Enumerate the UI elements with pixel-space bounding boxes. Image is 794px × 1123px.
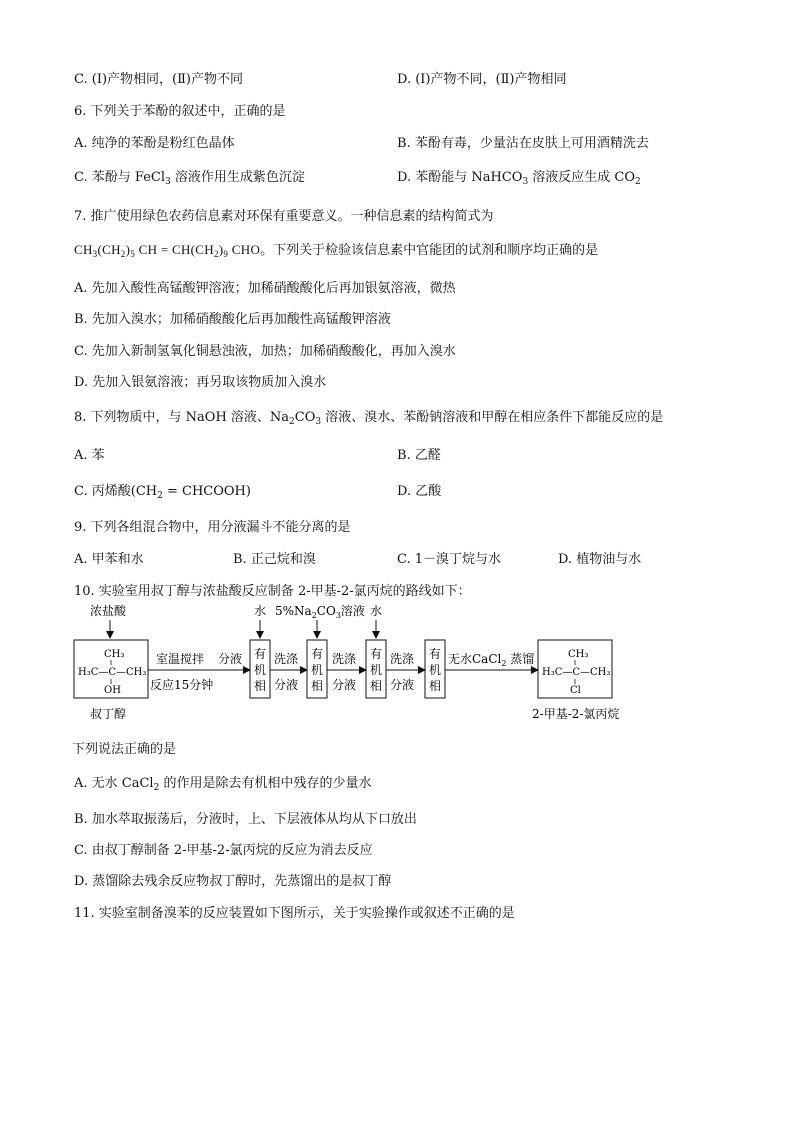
q5-option-d: D. (Ⅰ)产物不同，(Ⅱ)产物相同 — [397, 72, 567, 87]
step4-sep-label: 分液 — [390, 678, 415, 692]
q10-question: 下列说法正确的是 — [72, 742, 177, 757]
q10-flow-diagram — [70, 600, 630, 728]
reactant-bottom: OH — [104, 685, 121, 696]
step-dry-distill-label: 无水CaCl$_2$ 蒸馏 — [448, 652, 535, 668]
organic-4-char-2: 机 — [429, 663, 442, 677]
step3-wash-label: 洗涤 — [332, 652, 357, 666]
step1-top-label: 室温搅拌 — [156, 652, 205, 666]
q7-option-a: A. 先加入酸性高锰酸钾溶液；加稀硝酸酸化后再加银氨溶液，微热 — [74, 281, 456, 296]
reactant-mid: H₃C—C—CH₃ — [78, 667, 147, 678]
q6-option-d: D. 苯酚能与 NaHCO$_3$ 溶液反应生成 $CO_2$ — [397, 170, 641, 187]
q5-option-c: C. (Ⅰ)产物相同，(Ⅱ)产物不同 — [74, 72, 244, 87]
product-bottom: Cl — [570, 685, 581, 696]
q8-option-c: C. 丙烯酸($CH_2$ = CHCOOH) — [74, 484, 251, 501]
organic-4-char-1: 有 — [429, 647, 442, 661]
q8-stem: 8. 下列物质中，与 NaOH 溶液、$Na_2CO_3$ 溶液、溴水、苯酚钠溶液和甲醇在相应条件下都能反应的是 — [74, 410, 664, 427]
q9-option-a: A. 甲苯和水 — [74, 552, 144, 567]
organic-3-char-1: 有 — [370, 647, 383, 661]
q10-option-d: D. 蒸馏除去残余反应物叔丁醇时，先蒸馏出的是叔丁醇 — [74, 874, 392, 889]
reactant-top: CH₃ — [104, 649, 125, 660]
q9-option-d: D. 植物油与水 — [558, 552, 642, 567]
q10-option-a: A. 无水 CaCl$_2$ 的作用是除去有机相中残存的少量水 — [74, 776, 372, 793]
organic-2-char-2: 机 — [311, 663, 324, 677]
q6-option-c: C. 苯酚与 FeCl$_3$ 溶液作用生成紫色沉淀 — [74, 170, 305, 187]
organic-1-char-2: 机 — [254, 663, 267, 677]
reagent-water-2: 水 — [370, 604, 383, 618]
step2-sep-label: 分液 — [274, 678, 299, 692]
q10-option-c: C. 由叔丁醇制备 2-甲基-2-氯丙烷的反应为消去反应 — [74, 843, 373, 858]
q7-option-c: C. 先加入新制氢氧化铜悬浊液，加热；加稀硝酸酸化，再加入溴水 — [74, 344, 456, 359]
q6-option-a: A. 纯净的苯酚是粉红色晶体 — [74, 136, 235, 151]
reagent-water-1: 水 — [254, 604, 267, 618]
organic-3-char-3: 相 — [370, 679, 383, 693]
step1-sep-label: 分液 — [218, 652, 243, 666]
q8-option-d: D. 乙酸 — [397, 484, 442, 499]
step4-wash-label: 洗涤 — [390, 652, 415, 666]
q7-option-d: D. 先加入银氨溶液；再另取该物质加入溴水 — [74, 375, 327, 390]
organic-1-char-3: 相 — [254, 679, 267, 693]
organic-2-char-3: 相 — [311, 679, 324, 693]
organic-1-char-1: 有 — [254, 647, 267, 661]
product-mid: H₃C—C—CH₃ — [542, 667, 611, 678]
q6-stem: 6. 下列关于苯酚的叙述中，正确的是 — [74, 104, 286, 119]
product-top: CH₃ — [568, 649, 589, 660]
step1-bottom-label: 反应15分钟 — [150, 678, 214, 692]
reagent-na2co3: $5\%Na_2CO_3$溶液 — [275, 604, 365, 620]
q8-option-b: B. 乙醛 — [397, 448, 441, 463]
reagent-conc-hcl: 浓盐酸 — [90, 604, 127, 618]
product-name: 2-甲基-2-氯丙烷 — [532, 707, 620, 721]
reactant-name: 叔丁醇 — [90, 707, 127, 721]
q9-option-b: B. 正己烷和溴 — [233, 552, 316, 567]
q9-stem: 9. 下列各组混合物中，用分液漏斗不能分离的是 — [74, 520, 351, 535]
organic-3-char-2: 机 — [370, 663, 383, 677]
q7-option-b: B. 先加入溴水；加稀硝酸酸化后再加酸性高锰酸钾溶液 — [74, 312, 391, 327]
q11-stem: 11. 实验室制备溴苯的反应装置如下图所示，关于实验操作或叙述不正确的是 — [74, 906, 515, 921]
q10-option-b: B. 加水萃取振荡后，分液时，上、下层液体从均从下口放出 — [74, 812, 417, 827]
step2-wash-label: 洗涤 — [274, 652, 299, 666]
q7-stem: 7. 推广使用绿色农药信息素对环保有重要意义。一种信息素的结构简式为 — [74, 209, 494, 224]
step3-sep-label: 分液 — [332, 678, 357, 692]
q7-structural-formula: $CH_3(CH_2)_5$ CH = $CH(CH_2)_9$ CHO — [74, 242, 261, 259]
q6-option-b: B. 苯酚有毒，少量沾在皮肤上可用酒精洗去 — [397, 136, 649, 151]
q10-stem: 10. 实验室用叔丁醇与浓盐酸反应制备 2-甲基-2-氯丙烷的路线如下： — [74, 584, 471, 599]
q7-formula-line: $CH_3(CH_2)_5$ CH = $CH(CH_2)_9$ CHO。下列关于检验该信息素中官能团的试剂和顺序均正确的是 — [74, 242, 599, 259]
organic-2-char-1: 有 — [311, 647, 324, 661]
q8-option-a: A. 苯 — [74, 448, 105, 463]
q9-option-c: C. 1－溴丁烷与水 — [397, 552, 502, 567]
organic-4-char-3: 相 — [429, 679, 442, 693]
